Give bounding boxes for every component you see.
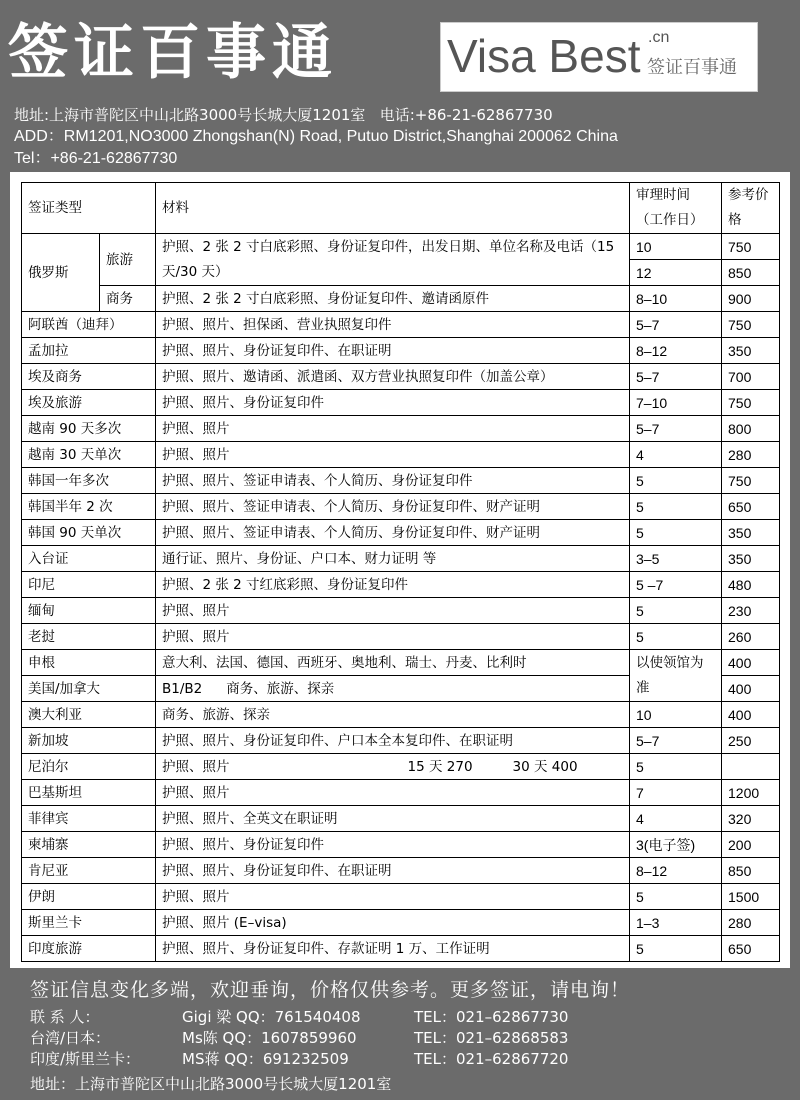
visa-type: 韩国一年多次 (22, 468, 156, 494)
processing-time: 5 (630, 598, 722, 624)
table-row (22, 832, 780, 858)
visa-material: 护照、照片、身份证复印件、在职证明 (156, 858, 630, 884)
table-row (22, 910, 780, 936)
table-row (22, 650, 780, 676)
visa-material: 护照、照片 (156, 624, 630, 650)
contact-name-qq: Ms陈 QQ：1607859960 (182, 1029, 357, 1047)
contact-name-qq: MS蒋 QQ：691232509 (182, 1050, 349, 1068)
visa-type: 尼泊尔 (22, 754, 156, 780)
visa-material: 意大利、法国、德国、西班牙、奥地利、瑞士、丹麦、比利时 (156, 650, 630, 676)
price: 400 (722, 676, 780, 702)
price: 230 (722, 598, 780, 624)
contact-role: 台湾/日本： (30, 1029, 111, 1047)
visa-type: 孟加拉 (22, 338, 156, 364)
footer-address: 地址：上海市普陀区中山北路3000号长城大厦1201室 (30, 1075, 392, 1093)
processing-time: 8–12 (630, 338, 722, 364)
visa-material: 护照、2 张 2 寸红底彩照、身份证复印件 (156, 572, 630, 598)
processing-time: 3(电子签) (630, 832, 722, 858)
nepal-material: 护照、照片 (162, 758, 230, 775)
processing-time: 5–7 (630, 416, 722, 442)
table-row (22, 806, 780, 832)
visa-class-code: B1/B2 (162, 680, 203, 697)
processing-time: 5 (630, 754, 722, 780)
visa-material: 护照、照片 (156, 598, 630, 624)
table-row (22, 234, 780, 260)
price: 400 (722, 702, 780, 728)
processing-time: 8–12 (630, 858, 722, 884)
processing-time: 10 (630, 702, 722, 728)
visa-type: 韩国半年 2 次 (22, 494, 156, 520)
visa-type: 新加坡 (22, 728, 156, 754)
table-row (22, 780, 780, 806)
contact-tel: TEL：021–62867720 (414, 1050, 569, 1068)
visa-subtype: 旅游 (100, 234, 156, 286)
header-price: 参考价格 (722, 183, 780, 234)
processing-time: 5–7 (630, 312, 722, 338)
visa-type: 印尼 (22, 572, 156, 598)
price: 280 (722, 910, 780, 936)
price: 280 (722, 442, 780, 468)
visa-material (156, 676, 630, 702)
visa-material: 护照、2 张 2 寸白底彩照、身份证复印件、邀请函原件 (156, 286, 630, 312)
processing-time: 5 (630, 494, 722, 520)
visa-material: 护照、照片、签证申请表、个人简历、身份证复印件 (156, 468, 630, 494)
price: 850 (722, 260, 780, 286)
price: 650 (722, 494, 780, 520)
table-row (22, 312, 780, 338)
price: 480 (722, 572, 780, 598)
processing-time: 8–10 (630, 286, 722, 312)
price: 650 (722, 936, 780, 962)
visa-material: 护照、照片、全英文在职证明 (156, 806, 630, 832)
visa-material: 通行证、照片、身份证、户口本、财力证明 等 (156, 546, 630, 572)
visa-type: 柬埔寨 (22, 832, 156, 858)
processing-time: 7 (630, 780, 722, 806)
price (722, 754, 780, 780)
processing-time: 5 –7 (630, 572, 722, 598)
price: 200 (722, 832, 780, 858)
processing-time: 4 (630, 806, 722, 832)
table-row (22, 442, 780, 468)
price: 320 (722, 806, 780, 832)
visa-material: 护照、照片 (156, 780, 630, 806)
price: 350 (722, 546, 780, 572)
visa-type: 申根 (22, 650, 156, 676)
processing-time: 5 (630, 624, 722, 650)
price: 700 (722, 364, 780, 390)
price: 750 (722, 234, 780, 260)
visa-type: 澳大利亚 (22, 702, 156, 728)
address-cn: 地址:上海市普陀区中山北路3000号长城大厦1201室 (14, 106, 366, 124)
processing-time: 4 (630, 442, 722, 468)
table-row (22, 286, 780, 312)
visa-material: 护照、照片、身份证复印件 (156, 832, 630, 858)
contact-row (30, 1049, 770, 1070)
table-row (22, 884, 780, 910)
visa-type: 菲律宾 (22, 806, 156, 832)
table-row (22, 728, 780, 754)
header-processing-time: 审理时间（工作日） (630, 183, 722, 234)
price: 1200 (722, 780, 780, 806)
visa-material: 护照、2 张 2 寸白底彩照、身份证复印件，出发日期、单位名称及电话（15 天/30 天） (156, 234, 630, 286)
visa-material: 护照、照片 (156, 884, 630, 910)
visa-type: 肯尼亚 (22, 858, 156, 884)
table-header-row (22, 183, 780, 234)
contact-role: 联 系 人： (30, 1008, 100, 1026)
contact-tel: TEL：021–62868583 (414, 1029, 569, 1047)
visa-type: 埃及旅游 (22, 390, 156, 416)
visa-type: 越南 30 天单次 (22, 442, 156, 468)
processing-time: 3–5 (630, 546, 722, 572)
tel-en: Tel：+86-21-62867730 (14, 150, 178, 167)
visa-type: 缅甸 (22, 598, 156, 624)
contact-row (30, 1007, 770, 1028)
visa-material: 护照、照片 (156, 442, 630, 468)
table-row (22, 494, 780, 520)
table-row (22, 520, 780, 546)
table-row (22, 364, 780, 390)
price: 850 (722, 858, 780, 884)
visa-material: 护照、照片、身份证复印件、户口本全本复印件、在职证明 (156, 728, 630, 754)
logo-main-text: Visa Best (447, 30, 641, 82)
contact-row (30, 1028, 770, 1049)
visa-type: 斯里兰卡 (22, 910, 156, 936)
visa-type: 美国/加拿大 (22, 676, 156, 702)
contact-role: 印度/斯里兰卡： (30, 1050, 141, 1068)
table-row (22, 572, 780, 598)
visa-material: 护照、照片、身份证复印件、存款证明 1 万、工作证明 (156, 936, 630, 962)
visa-type: 俄罗斯 (22, 234, 100, 312)
visabest-logo (440, 22, 758, 92)
contact-tel: TEL：021–62867730 (414, 1008, 569, 1026)
visa-type: 入台证 (22, 546, 156, 572)
table-row (22, 390, 780, 416)
processing-time: 5 (630, 884, 722, 910)
price: 750 (722, 390, 780, 416)
nepal-option-15: 15 天 270 (407, 758, 473, 775)
logo-domain-suffix: .cn (648, 29, 670, 46)
processing-time: 5–7 (630, 728, 722, 754)
price: 750 (722, 312, 780, 338)
price: 400 (722, 650, 780, 676)
processing-time: 10 (630, 234, 722, 260)
price: 1500 (722, 884, 780, 910)
processing-time: 12 (630, 260, 722, 286)
logo-subtitle: 签证百事通 (647, 57, 737, 78)
processing-time: 5–7 (630, 364, 722, 390)
visa-type: 巴基斯坦 (22, 780, 156, 806)
visa-material: 护照、照片、签证申请表、个人简历、身份证复印件、财产证明 (156, 520, 630, 546)
processing-time: 5 (630, 520, 722, 546)
processing-time: 5 (630, 936, 722, 962)
visa-material: 护照、照片、签证申请表、个人简历、身份证复印件、财产证明 (156, 494, 630, 520)
price: 260 (722, 624, 780, 650)
header-contact-info (14, 104, 618, 170)
table-row (22, 754, 780, 780)
processing-time: 7–10 (630, 390, 722, 416)
visa-material: 商务、旅游、探亲 (156, 702, 630, 728)
table-row (22, 858, 780, 884)
price: 350 (722, 520, 780, 546)
visa-type: 韩国 90 天单次 (22, 520, 156, 546)
visa-material: 护照、照片 (E–visa) (156, 910, 630, 936)
visa-type: 埃及商务 (22, 364, 156, 390)
price: 800 (722, 416, 780, 442)
visa-table-panel (10, 172, 790, 968)
price: 750 (722, 468, 780, 494)
contact-list (30, 1007, 770, 1070)
address-en: ADD：RM1201,NO3000 Zhongshan(N) Road, Putuo District,Shanghai 200062 China (14, 128, 618, 145)
visa-type: 伊朗 (22, 884, 156, 910)
price: 250 (722, 728, 780, 754)
nepal-option-30: 30 天 400 (512, 758, 578, 775)
visa-material: 护照、照片、身份证复印件、在职证明 (156, 338, 630, 364)
brand-title: 签证百事通 (8, 18, 338, 88)
header (0, 0, 800, 170)
visa-price-table (21, 182, 780, 962)
processing-time: 5 (630, 468, 722, 494)
visa-material: 护照、照片、身份证复印件 (156, 390, 630, 416)
visa-type: 印度旅游 (22, 936, 156, 962)
visa-subtype: 商务 (100, 286, 156, 312)
footer-notice: 签证信息变化多端，欢迎垂询，价格仅供参考。更多签证，请电询！ (30, 979, 631, 1001)
visa-material: 护照、照片 (156, 416, 630, 442)
processing-time: 1–3 (630, 910, 722, 936)
table-row (22, 936, 780, 962)
processing-time: 以使领馆为准 (630, 650, 722, 702)
table-row (22, 546, 780, 572)
contact-name-qq: Gigi 梁 QQ：761540408 (182, 1008, 361, 1026)
table-row (22, 338, 780, 364)
table-row (22, 702, 780, 728)
phone-cn: 电话:+86-21-62867730 (379, 106, 553, 124)
visa-material: 护照、照片、邀请函、派遣函、双方营业执照复印件（加盖公章） (156, 364, 630, 390)
table-row (22, 598, 780, 624)
price: 350 (722, 338, 780, 364)
visa-type: 阿联酋（迪拜） (22, 312, 156, 338)
visa-purposes: 商务、旅游、探亲 (226, 680, 335, 697)
header-visa-type: 签证类型 (22, 183, 156, 234)
visa-type: 越南 90 天多次 (22, 416, 156, 442)
price: 900 (722, 286, 780, 312)
table-row (22, 468, 780, 494)
table-row (22, 416, 780, 442)
header-material: 材料 (156, 183, 630, 234)
table-row (22, 624, 780, 650)
visa-material: 护照、照片、担保函、营业执照复印件 (156, 312, 630, 338)
visa-material (156, 754, 630, 780)
visa-type: 老挝 (22, 624, 156, 650)
